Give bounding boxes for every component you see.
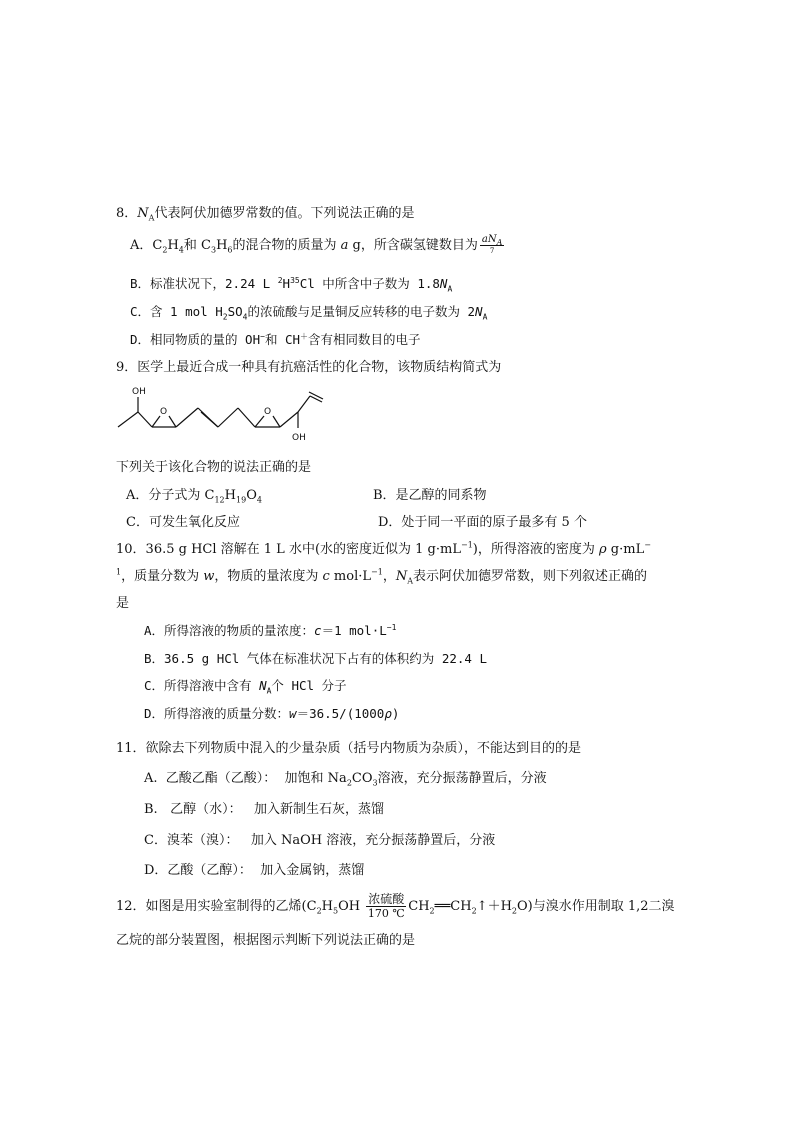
oh-label-bottom: OH (292, 433, 306, 443)
q10-stem-line2: $^1$，质量分数为 w，物质的量浓度为 c $mol\cdot L^{-1}$，$N_A$表示阿伏加德罗常数，则下列叙述正确的 (116, 567, 647, 586)
q8-option-c: C．含 1 mol $H_2SO_4$的浓硫酸与足量铜反应转移的电子数为 $2N_A$ (130, 304, 488, 322)
q10-option-a: A．所得溶液的物质的量浓度：c＝1 $mol\cdot L^{-1}$ (144, 622, 397, 638)
q11-option-c: C．溴苯（溴）： 加入 NaOH 溶液，充分振荡静置后，分液 (144, 833, 496, 848)
q11-option-d: D．乙酸（乙醇）： 加入金属钠，蒸馏 (144, 863, 365, 878)
oh-label-top: OH (132, 387, 146, 397)
q10-option-c: C．所得溶液中含有 $N_A$个 HCl 分子 (144, 678, 347, 696)
q12-stem-line1: 12．如图是用实验室制得的乙烯($C_2H_5OH$ 浓硫酸 170 ℃ $CH_2══CH_2↑+H_2O$)与溴水作用制取 1,2二溴 (116, 892, 675, 920)
chemical-structure (112, 380, 332, 450)
oxygen-label-2: O (264, 407, 272, 417)
q9-option-c: C．可发生氧化反应 (126, 515, 240, 530)
q10-stem-line3: 是 (116, 596, 130, 611)
q11-option-a: A. 乙酸乙酯（乙酸）： 加饱和 $Na_2CO_3$溶液，充分振荡静置后，分液 (144, 771, 547, 788)
q11-option-b: B. 乙醇（水）： 加入新制生石灰，蒸馏 (144, 802, 384, 817)
q10-option-b: B．36.5 g HCl 气体在标准状况下占有的体积约为 22.4 L (144, 651, 487, 666)
q11-stem: 11．欲除去下列物质中混入的少量杂质（括号内物质为杂质），不能达到目的的是 (116, 741, 582, 756)
q8-option-a: A．$C_2H_4$和 $C_3H_6$的混合物的质量为 a g，所含碳氢键数目为 $\frac{aN_A}{7}$ (130, 234, 503, 255)
q8-option-b: B．标准状况下，2.24 L $^2H^{35}Cl$ 中所含中子数为 $1.8N_A$ (130, 275, 453, 294)
reaction-condition: 浓硫酸 170 ℃ (367, 892, 405, 920)
q12-stem-line2: 乙烷的部分装置图，根据图示判断下列说法正确的是 (116, 933, 416, 948)
q10-stem-line1: 10．36.5 g HCl 溶解在 1 L 水中(水的密度近似为 1 $g\cdot mL^{-1}$)，所得溶液的密度为 ρ g·mL− (116, 540, 651, 557)
q9-option-d: D．处于同一平面的原子最多有 5 个 (378, 515, 587, 530)
oxygen-label-1: O (160, 407, 168, 417)
q9-stem2: 下列关于该化合物的说法正确的是 (116, 460, 312, 475)
q9-option-b: B．是乙醇的同系物 (373, 488, 487, 503)
q9-option-a: A．分子式为 $C_{12}H_{19}O_4$ (126, 488, 262, 505)
q8-stem: 8．$N_A$代表阿伏加德罗常数的值。下列说法正确的是 (116, 206, 415, 223)
q9-stem: 9．医学上最近合成一种具有抗癌活性的化合物，该物质结构简式为 (116, 360, 502, 375)
q10-option-d: D．所得溶液的质量分数：w＝36.5/(1000ρ) (144, 706, 400, 721)
q8-option-d: D．相同物质的量的 OH−和 CH＋含有相同数目的电子 (130, 331, 421, 347)
fraction: $\frac{aN_A}{7}$ (481, 234, 503, 255)
